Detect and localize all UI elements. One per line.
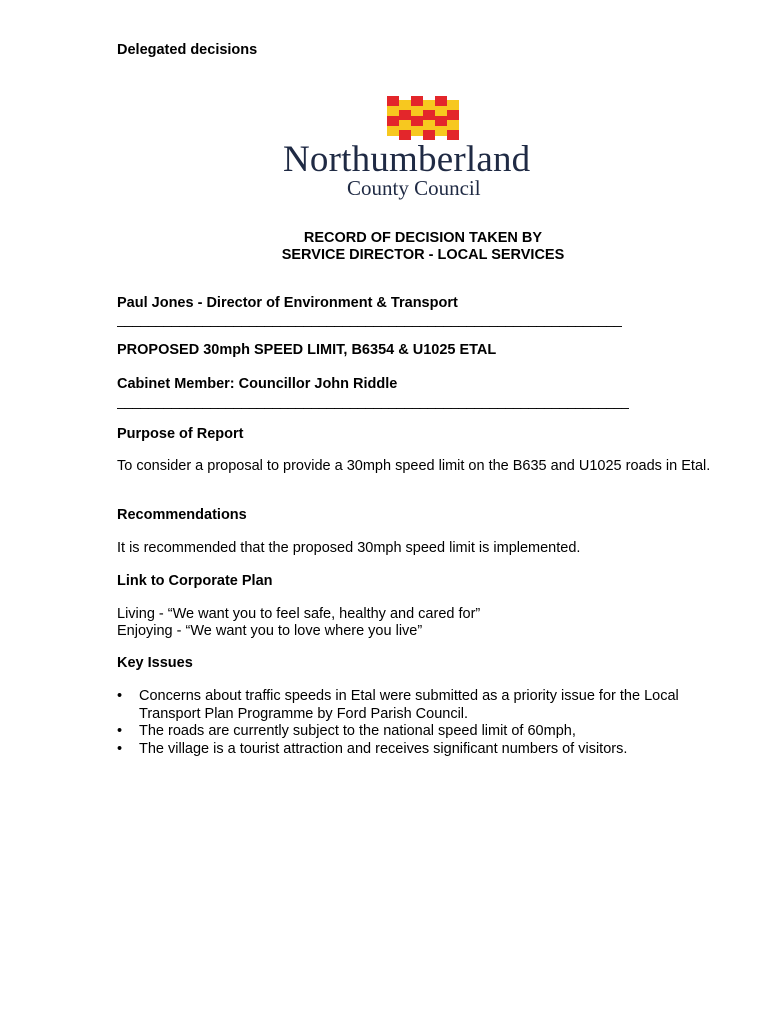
list-item: • The village is a tourist attraction and receives significant numbers of visitors. (117, 741, 727, 759)
flag-cell (435, 126, 447, 136)
flag-cell (447, 110, 459, 120)
record-title-line-1: RECORD OF DECISION TAKEN BY (303, 230, 543, 246)
recommendations-heading: Recommendations (117, 507, 247, 523)
flag-cell (447, 100, 459, 110)
flag-cell (411, 96, 423, 106)
key-issues-list (117, 688, 727, 758)
flag-cell (399, 100, 411, 110)
logo-council-subname: County Council (347, 176, 481, 200)
cabinet-member-line: Cabinet Member: Councillor John Riddle (117, 376, 398, 392)
proposal-title: PROPOSED 30mph SPEED LIMIT, B6354 & U1025 ETAL (117, 342, 497, 358)
recommendations-body: It is recommended that the proposed 30mph speed limit is implemented. (117, 540, 581, 556)
flag-cell (411, 126, 423, 136)
cabinet-divider: __________________________________________________________________ (117, 394, 630, 410)
flag-cell (399, 110, 411, 120)
flag-cell (423, 110, 435, 120)
author-divider: _________________________________________________________________ (117, 312, 622, 328)
author-line: Paul Jones - Director of Environment & Transport (117, 295, 458, 311)
purpose-body: To consider a proposal to provide a 30mph speed limit on the B635 and U1025 roads in Etal. (117, 458, 711, 474)
flag-cell (387, 106, 399, 116)
flag-cell (435, 96, 447, 106)
flag-cell (387, 116, 399, 126)
flag-cell (423, 100, 435, 110)
corporate-plan-heading: Link to Corporate Plan (117, 573, 273, 589)
flag-emblem-icon (387, 96, 459, 140)
flag-cell (423, 120, 435, 130)
flag-cell (411, 106, 423, 116)
flag-cell (399, 120, 411, 130)
record-title (117, 230, 729, 264)
purpose-heading: Purpose of Report (117, 426, 244, 442)
logo-council-name: Northumberland (283, 139, 531, 180)
corporate-plan-enjoying: Enjoying - “We want you to love where you live” (117, 623, 423, 639)
key-issues-heading: Key Issues (117, 655, 193, 671)
council-logo (283, 96, 583, 206)
flag-cell (387, 96, 399, 106)
flag-cell (447, 120, 459, 130)
list-item: • Concerns about traffic speeds in Etal were submitted as a priority issue for the Local Transport Plan Programme by Ford Parish Council. (117, 688, 727, 723)
flag-cell (387, 126, 399, 136)
flag-cell (411, 116, 423, 126)
record-title-line-2: SERVICE DIRECTOR - LOCAL SERVICES (281, 247, 565, 263)
list-item: • The roads are currently subject to the national speed limit of 60mph, (117, 723, 727, 741)
corporate-plan-living: Living - “We want you to feel safe, healthy and cared for” (117, 606, 481, 622)
flag-cell (435, 116, 447, 126)
flag-cell (435, 106, 447, 116)
document-type-label: Delegated decisions (117, 42, 258, 58)
